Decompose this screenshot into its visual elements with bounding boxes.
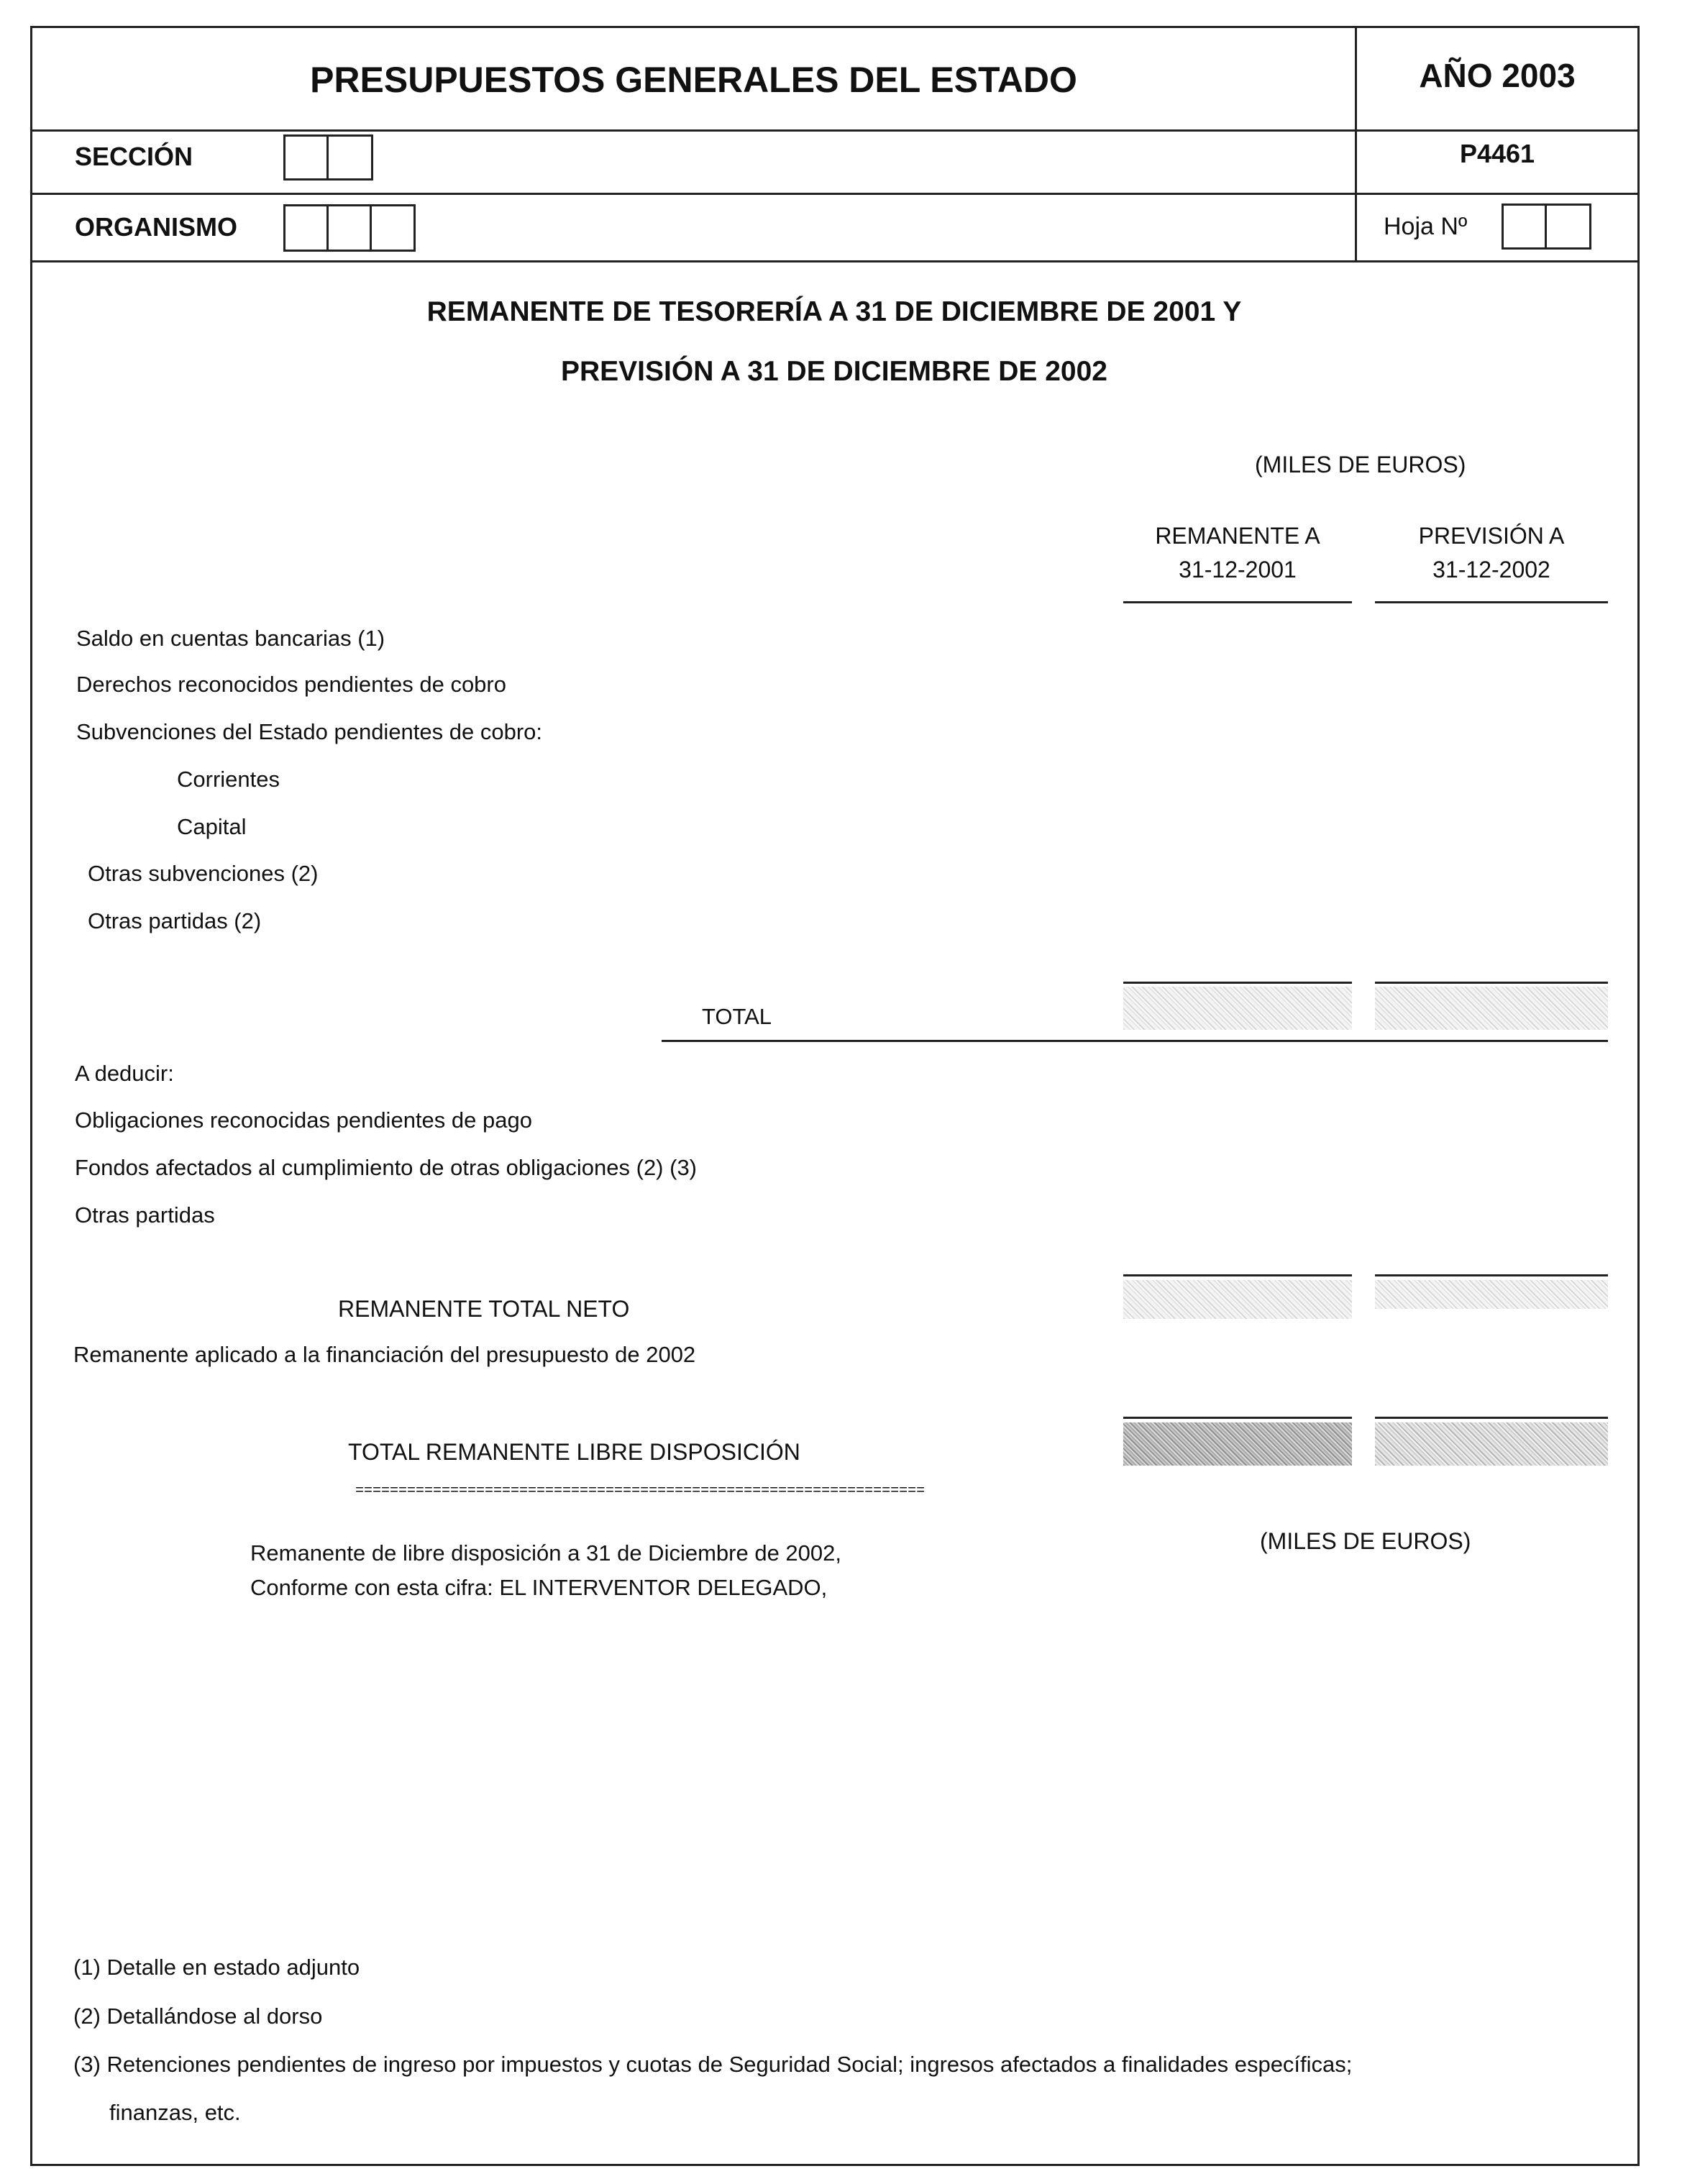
libre-col1-top-rule xyxy=(1123,1417,1352,1419)
row-otras-subvenciones: Otras subvenciones (2) xyxy=(88,861,319,886)
double-line-separator: ================================================================== xyxy=(355,1483,926,1499)
row-capital: Capital xyxy=(177,814,247,839)
row-fondos: Fondos afectados al cumplimiento de otras obligaciones (2) (3) xyxy=(75,1155,698,1180)
total-underline xyxy=(662,1040,1608,1042)
libre-col2-shaded-cell xyxy=(1375,1422,1608,1466)
header-divider-1 xyxy=(30,129,1640,132)
units-label: (MILES DE EUROS) xyxy=(1255,452,1466,478)
total-col1-top-rule xyxy=(1123,982,1352,984)
seccion-code-boxes[interactable] xyxy=(283,134,373,181)
row-otras-partidas-2: Otras partidas xyxy=(75,1202,215,1228)
organismo-label: ORGANISMO xyxy=(75,212,238,242)
neto-col1-shaded-cell xyxy=(1123,1280,1352,1319)
form-frame xyxy=(30,26,1640,2166)
neto-col1-top-rule xyxy=(1123,1274,1352,1276)
footnote-2: (2) Detallándose al dorso xyxy=(73,2003,323,2029)
organismo-code-boxes[interactable] xyxy=(283,204,416,252)
header-divider-2 xyxy=(30,193,1640,195)
form-code: P4461 xyxy=(1459,139,1535,168)
col1-header-line2: 31-12-2001 xyxy=(1179,557,1297,582)
row-remanente-aplicado: Remanente aplicado a la financiación del presupuesto de 2002 xyxy=(73,1342,696,1367)
col1-header-underline xyxy=(1123,601,1352,603)
col2-header-line2: 31-12-2002 xyxy=(1432,557,1550,582)
footnote-3: (3) Retenciones pendientes de ingreso por impuestos y cuotas de Seguridad Social; ingresos afectados a finalidades específicas; xyxy=(73,2052,1353,2077)
row-corrientes: Corrientes xyxy=(177,767,280,792)
total-col2-shaded-cell xyxy=(1375,987,1608,1030)
hoja-number-boxes[interactable] xyxy=(1502,204,1591,250)
hoja-digit-box[interactable] xyxy=(1504,206,1547,247)
organismo-digit-box[interactable] xyxy=(285,206,329,250)
row-otras-partidas-1: Otras partidas (2) xyxy=(88,908,262,933)
seccion-digit-box[interactable] xyxy=(329,137,371,178)
seccion-label: SECCIÓN xyxy=(75,142,193,171)
neto-col2-top-rule xyxy=(1375,1274,1608,1276)
seccion-digit-box[interactable] xyxy=(285,137,329,178)
total-col1-shaded-cell xyxy=(1123,987,1352,1030)
hoja-label: Hoja Nº xyxy=(1384,213,1468,240)
row-total: TOTAL xyxy=(702,1004,772,1029)
organismo-digit-box[interactable] xyxy=(329,206,372,250)
footnote-1: (1) Detalle en estado adjunto xyxy=(73,1955,360,1980)
row-remanente-neto: REMANENTE TOTAL NETO xyxy=(338,1296,630,1322)
organismo-digit-box[interactable] xyxy=(372,206,413,250)
conformity-units: (MILES DE EUROS) xyxy=(1260,1528,1471,1554)
hoja-digit-box[interactable] xyxy=(1547,206,1589,247)
row-subvenciones: Subvenciones del Estado pendientes de cobro: xyxy=(76,719,543,744)
neto-col2-shaded-cell xyxy=(1375,1280,1608,1309)
libre-col1-shaded-cell xyxy=(1123,1422,1352,1466)
row-total-libre: TOTAL REMANENTE LIBRE DISPOSICIÓN xyxy=(348,1439,800,1465)
col2-header-line1: PREVISIÓN A xyxy=(1418,523,1565,549)
footnote-3-continuation: finanzas, etc. xyxy=(109,2100,241,2125)
row-a-deducir: A deducir: xyxy=(75,1061,174,1086)
header-divider-3 xyxy=(30,260,1640,262)
row-derechos: Derechos reconocidos pendientes de cobro xyxy=(76,672,506,697)
form-title: PRESUPUESTOS GENERALES DEL ESTADO xyxy=(310,60,1077,100)
row-saldo: Saldo en cuentas bancarias (1) xyxy=(76,626,385,651)
total-col2-top-rule xyxy=(1375,982,1608,984)
document-title-line1: REMANENTE DE TESORERÍA A 31 DE DICIEMBRE DE 2001 Y xyxy=(426,296,1242,327)
row-obligaciones: Obligaciones reconocidas pendientes de pago xyxy=(75,1107,532,1133)
libre-col2-top-rule xyxy=(1375,1417,1608,1419)
conformity-line2: Conforme con esta cifra: EL INTERVENTOR DELEGADO, xyxy=(250,1575,828,1600)
conformity-line1: Remanente de libre disposición a 31 de Diciembre de 2002, xyxy=(250,1540,841,1566)
form-year: AÑO 2003 xyxy=(1419,57,1576,94)
document-title-line2: PREVISIÓN A 31 DE DICIEMBRE DE 2002 xyxy=(560,356,1107,387)
col2-header-underline xyxy=(1375,601,1608,603)
col1-header-line1: REMANENTE A xyxy=(1155,523,1320,549)
